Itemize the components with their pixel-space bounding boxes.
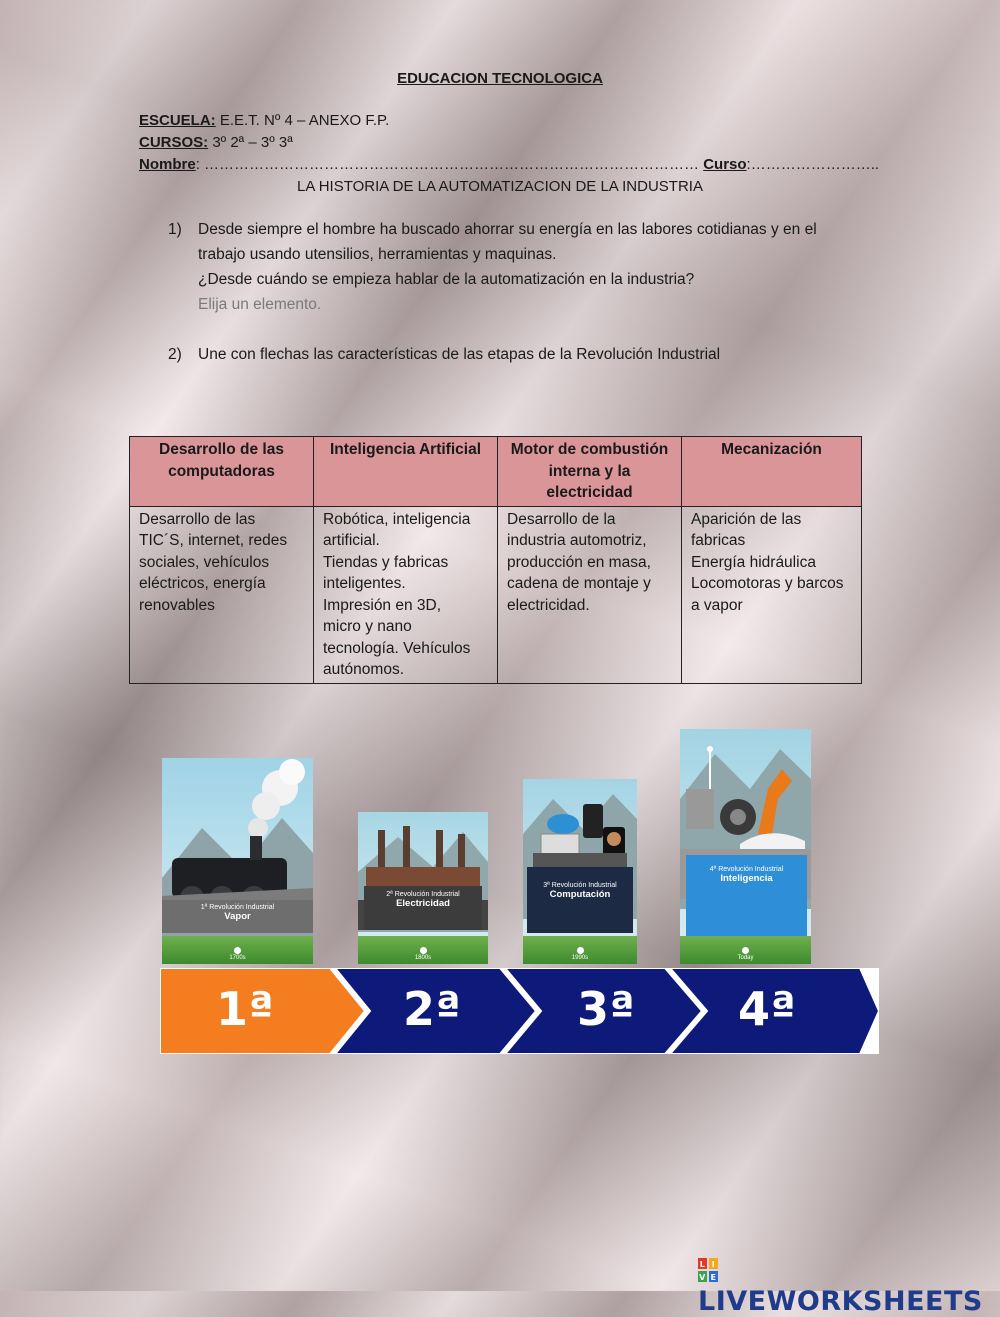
table-header[interactable]: Motor de combustión interna y la electricidad xyxy=(498,437,682,507)
banner-title: Inteligencia xyxy=(720,873,773,884)
steam-illustration xyxy=(162,758,313,964)
svg-text:V: V xyxy=(699,1273,706,1282)
cell-line: Robótica, inteligencia xyxy=(323,510,471,528)
courses-line xyxy=(139,134,293,151)
banner-subtitle: 3ª Revolución Industrial xyxy=(543,882,617,889)
courses-label: CURSOS: xyxy=(139,134,209,151)
banner-title: Vapor xyxy=(224,911,251,922)
worksheet-subtitle: LA HISTORIA DE LA AUTOMATIZACION DE LA INDUSTRIA xyxy=(297,178,703,195)
revolution-banner xyxy=(162,900,313,933)
cell-line: producción en masa, xyxy=(507,553,651,571)
school-value: E.E.T. Nº 4 – ANEXO F.P. xyxy=(215,112,390,129)
question-line: Desde siempre el hombre ha buscado ahorrar su energía en las labores cotidianas y en el xyxy=(198,221,817,238)
course-field[interactable]: :…………………….. xyxy=(746,156,880,173)
cell-line: electricidad. xyxy=(507,596,590,614)
cell-line: micro y nano xyxy=(323,618,412,635)
name-line xyxy=(139,156,879,173)
name-field[interactable]: : ……………………………………………………………………………………… xyxy=(195,156,704,173)
cell-line: inteligentes. xyxy=(323,575,406,592)
logo-mark-icon xyxy=(698,1258,718,1282)
cell-line: TIC´S, internet, redes xyxy=(139,532,288,549)
name-label: Nombre xyxy=(139,156,196,173)
cell-line: Tiendas y fabricas xyxy=(323,553,449,571)
cell-line: Impresión en 3D, xyxy=(323,596,442,614)
cell-line: cadena de montaje y xyxy=(507,575,651,592)
revolution-banner xyxy=(686,855,807,943)
document-title: EDUCACION TECNOLOGICA xyxy=(397,70,603,87)
question-1 xyxy=(168,217,858,317)
revolution-card-electricity xyxy=(358,812,488,964)
banner-subtitle: 2ª Revolución Industrial xyxy=(386,891,460,898)
timeline-dot xyxy=(420,947,427,954)
table-row xyxy=(130,506,862,683)
table-cell[interactable] xyxy=(682,506,862,683)
table-header[interactable]: Mecanización xyxy=(682,437,862,507)
answer-dropdown[interactable]: Elija un elemento. xyxy=(198,296,322,313)
cell-line: Desarrollo de la xyxy=(507,510,616,528)
era-label: 1800s xyxy=(414,955,432,961)
question-number: 1) xyxy=(168,221,182,238)
era-label: 1700s xyxy=(229,955,246,961)
timeline-dot xyxy=(577,947,584,954)
courses-value: 3º 2ª – 3º 3ª xyxy=(208,134,293,151)
revolution-card-steam xyxy=(162,758,313,964)
timeline-label: 2ª xyxy=(403,982,461,1036)
cell-line: a vapor xyxy=(691,596,743,614)
banner-subtitle: 4ª Revolución Industrial xyxy=(709,866,784,873)
table-cell[interactable] xyxy=(130,506,314,683)
timeline-dot xyxy=(742,947,749,954)
revolution-card-computing xyxy=(523,779,637,964)
logo-text: LIVEWORKSHEETS xyxy=(698,1286,983,1317)
timeline-dot xyxy=(234,947,241,954)
cell-line: artificial. xyxy=(323,532,380,549)
cell-line: industria automotriz, xyxy=(507,532,647,549)
banner-title: Computación xyxy=(549,889,611,900)
banner-subtitle: 1ª Revolución Industrial xyxy=(200,904,275,911)
table-cell[interactable] xyxy=(314,506,498,683)
question-2 xyxy=(168,342,858,367)
revolution-timeline xyxy=(160,968,879,1054)
cell-line: Locomotoras y barcos xyxy=(691,575,844,592)
school-label: ESCUELA: xyxy=(139,112,216,129)
svg-text:L: L xyxy=(699,1260,706,1269)
banner-title: Electricidad xyxy=(396,898,450,909)
table-cell[interactable] xyxy=(498,506,682,683)
cell-line: Desarrollo de las xyxy=(139,510,256,528)
cell-line: autónomos. xyxy=(323,661,404,678)
cell-line: tecnología. Vehículos xyxy=(323,639,471,657)
course-label: Curso xyxy=(703,156,747,173)
revolution-card-intelligence xyxy=(680,729,811,964)
question-line: Une con flechas las características de las etapas de la Revolución Industrial xyxy=(198,346,721,363)
revolution-banner xyxy=(364,886,482,930)
school-line xyxy=(139,112,389,129)
timeline-label: 3ª xyxy=(577,982,635,1036)
era-label: Today xyxy=(737,955,754,961)
table-header-row xyxy=(130,437,862,507)
liveworksheets-logo xyxy=(698,1255,1000,1317)
cell-line: Energía hidráulica xyxy=(691,553,816,571)
table-header[interactable]: Inteligencia Artificial xyxy=(314,437,498,507)
question-line: trabajo usando utensilios, herramientas y maquinas. xyxy=(198,246,557,263)
cell-line: renovables xyxy=(139,596,215,614)
table-header[interactable]: Desarrollo de las computadoras xyxy=(130,437,314,507)
cell-line: eléctricos, energía xyxy=(139,575,266,592)
timeline-label: 1ª xyxy=(216,982,274,1036)
svg-text:I: I xyxy=(711,1260,716,1269)
cell-line: Aparición de las xyxy=(691,510,802,528)
timeline-label: 4ª xyxy=(738,982,796,1036)
question-line: ¿Desde cuándo se empieza hablar de la automatización en la industria? xyxy=(198,271,695,288)
cell-line: fabricas xyxy=(691,532,746,549)
era-label: 1990s xyxy=(571,955,589,961)
stages-table xyxy=(129,436,862,684)
revolution-banner xyxy=(527,867,633,933)
question-number: 2) xyxy=(168,346,182,363)
cell-line: sociales, vehículos xyxy=(139,553,270,571)
svg-text:E: E xyxy=(710,1273,717,1282)
